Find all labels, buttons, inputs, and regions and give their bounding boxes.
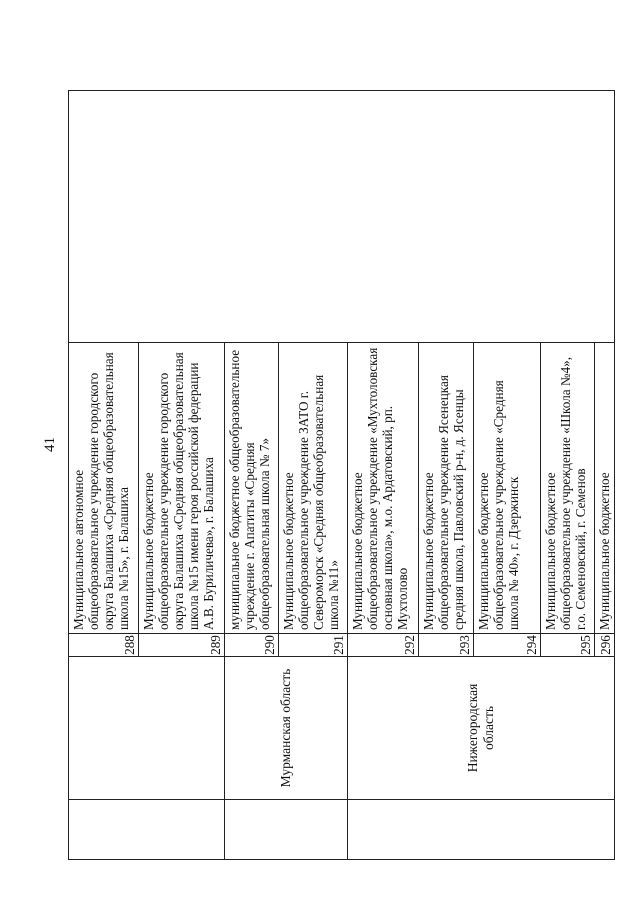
school-name: Муниципальное бюджетное bbox=[595, 343, 615, 634]
row-number: 295 bbox=[541, 634, 595, 657]
empty-cell bbox=[348, 800, 615, 860]
school-name: Муниципальное бюджетное общеобразовательное учреждение «Школа №4», г.о. Семеновский, г. Семенов bbox=[541, 343, 595, 634]
empty-cell bbox=[69, 91, 615, 343]
row-number: 290 bbox=[225, 634, 279, 657]
region-cell-moscow-blank bbox=[69, 657, 225, 800]
rotated-table-sheet bbox=[68, 90, 613, 860]
region-nizhny-novgorod: Нижегородская область bbox=[348, 657, 615, 800]
empty-cell bbox=[225, 800, 348, 860]
row-number: 288 bbox=[69, 634, 139, 657]
row-number: 296 bbox=[595, 634, 615, 657]
region-murmansk: Мурманская область bbox=[225, 657, 348, 800]
page-number: 41 bbox=[42, 437, 58, 452]
row-number: 292 bbox=[348, 634, 419, 657]
schools-table bbox=[68, 90, 615, 860]
school-name: Муниципальное бюджетное общеобразовательное учреждение «Мухтоловская основная школа», м.о. Ардатовский, рп. Мухтолово bbox=[348, 343, 419, 634]
school-name: Муниципальное автономное общеобразовательное учреждение городского округа Балашиха «Средняя общеобразовательная школа №15», г. Балашиха bbox=[69, 343, 139, 634]
school-name: муниципальное бюджетное общеобразовательное учреждение г. Апатиты «Средняя общеобразовательная школа № 7» bbox=[225, 343, 279, 634]
school-name: Муниципальное бюджетное общеобразовательное учреждение Ясенецкая средняя школа, Павловский р-н, д. Ясенцы bbox=[419, 343, 474, 634]
school-name: Муниципальное бюджетное общеобразовательное учреждение городского округа Балашиха «Средняя общеобразовательная школа №15 имени героя российской федерации А.В. Буриличева», г. Балашиха bbox=[139, 343, 225, 634]
row-number: 291 bbox=[279, 634, 348, 657]
empty-cell bbox=[69, 800, 225, 860]
school-name: Муниципальное бюджетное общеобразовательное учреждение «Средняя школа № 40», г. Дзержинск bbox=[474, 343, 541, 634]
row-number: 289 bbox=[139, 634, 225, 657]
row-number: 293 bbox=[419, 634, 474, 657]
school-name: Муниципальное бюджетное общеобразовательное учреждение ЗАТО г. Североморск «Средняя общеобразовательная школа №11» bbox=[279, 343, 348, 634]
row-number: 294 bbox=[474, 634, 541, 657]
table-row bbox=[69, 91, 139, 860]
